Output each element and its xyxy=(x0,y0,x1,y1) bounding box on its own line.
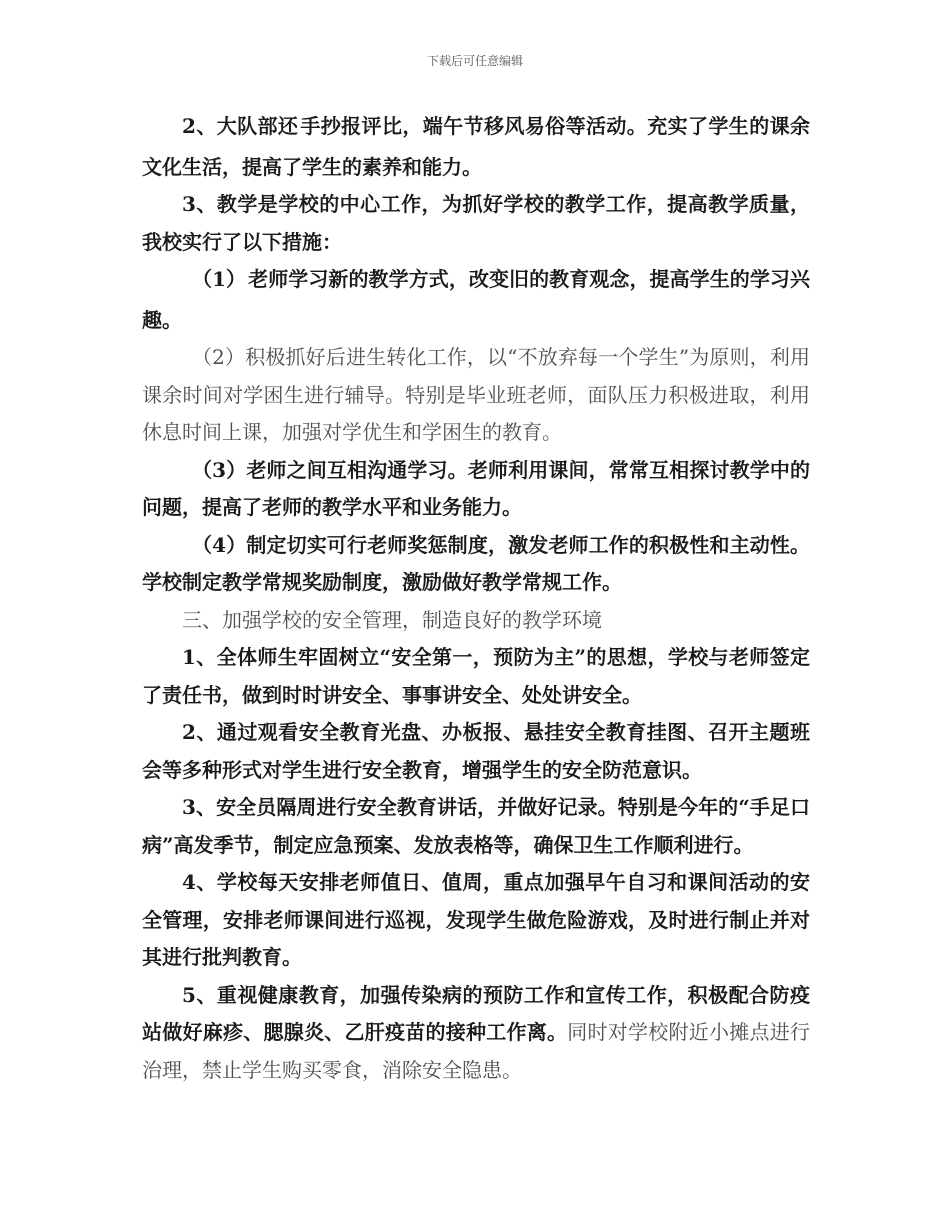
paragraph-4: （2）积极抓好后进生转化工作，以“不放弃每一个学生”为原则，利用课余时间对学困生进行辅导。特别是毕业班老师，面队压力积极进取，利用休息时间上课，加强对学优生和学困生的教育。 xyxy=(142,345,810,444)
page-header: 下载后可任意编辑 xyxy=(426,54,523,68)
section-heading-3: 三、加强学校的安全管理，制造良好的教学环境 xyxy=(182,607,602,632)
paragraph-1 xyxy=(142,108,810,186)
paragraph-11: 4、学校每天安排老师值日、值周，重点加强早午自习和课间活动的安全管理，安排老师课间进行巡视，发现学生做危险游戏，及时进行制止并对其进行批判教育。 xyxy=(142,870,810,969)
paragraph-3-start: （1） xyxy=(192,267,247,291)
paragraph-6: （4）制定切实可行老师奖惩制度，激发老师工作的积极性和主动性。学校制定教学常规奖励制度，激励做好教学常规工作。 xyxy=(142,532,810,594)
document-body xyxy=(142,108,810,1089)
paragraph-1-start: 2、大队部还 xyxy=(182,114,299,138)
paragraph-8: 1、全体师生牢固树立“安全第一，预防为主”的思想，学校与老师签定了责任书，做到时时讲安全、事事讲安全、处处讲安全。 xyxy=(142,645,810,707)
paragraph-5: （3）老师之间互相沟通学习。老师利用课间，常常互相探讨教学中的问题，提高了老师的教学水平和业务能力。 xyxy=(142,457,810,519)
paragraph-12-light: 同时对学校附近小摊点进行治理，禁止学生购买零食，消除安全隐患。 xyxy=(142,1020,810,1082)
paragraph-2: 3、教学是学校的中心工作，为抓好学校的教学工作，提高教学质量，我校实行了以下措施： xyxy=(142,192,810,254)
paragraph-12-bold: 5、重视健康教育，加强传染病的预防工作和宣传工作，积极配合防疫站做好麻疹、腮腺炎、乙肝疫苗的接种工作离。 xyxy=(142,982,810,1044)
paragraph-3 xyxy=(142,261,810,339)
paragraph-3-rest: 老师学习新的教学方式，改变旧的教育观念，提高学生的学习兴趣。 xyxy=(142,267,810,332)
paragraph-9: 2、通过观看安全教育光盘、办板报、悬挂安全教育挂图、召开主题班会等多种形式对学生进行安全教育，增强学生的安全防范意识。 xyxy=(142,720,810,782)
paragraph-1-rest: 手抄报评比，端午节移风易俗等活动。充实了学生的课余文化生活，提高了学生的素养和能力。 xyxy=(142,114,811,179)
paragraph-12 xyxy=(142,977,810,1090)
paragraph-10: 3、安全员隔周进行安全教育讲话，并做好记录。特别是今年的“手足口病”高发季节，制定应急预案、发放表格等，确保卫生工作顺利进行。 xyxy=(142,795,810,857)
